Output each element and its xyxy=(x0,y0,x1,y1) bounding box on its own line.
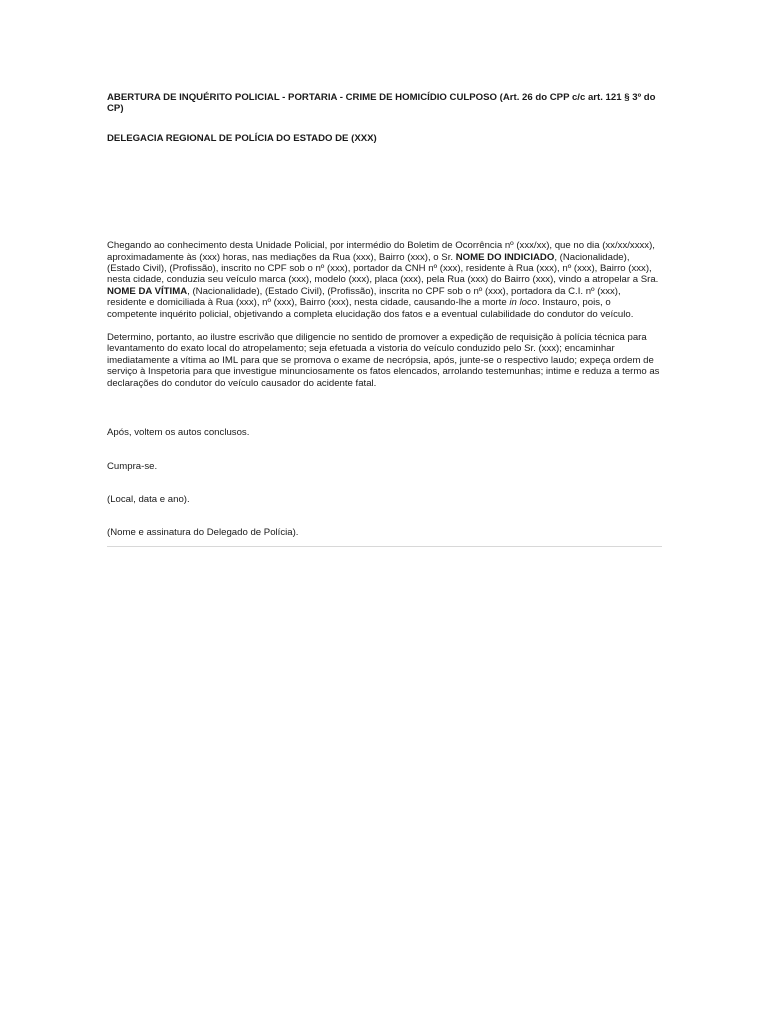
in-loco-text: in loco xyxy=(509,297,538,309)
paragraph-conclusion: Após, voltem os autos conclusos. xyxy=(107,427,250,439)
paragraph-opening-text-1: Chegando ao conhecimento desta Unidade Policial, por intermédio do Boletim de Ocorrência nº (xxx/xx), que no dia (xx/xx/xxxx), aproximadamente às (xxx) horas, nas mediações da Rua (xxx), Bairro (xxx), o Sr. xyxy=(107,240,655,263)
paragraph-opening-text-4: . Instauro, pois, o competente inquérito policial, objetivando a completa elucidação dos fatos e a eventual culabilidade do condutor do veículo. xyxy=(107,297,634,320)
document-subtitle: DELEGACIA REGIONAL DE POLÍCIA DO ESTADO DE (XXX) xyxy=(107,132,377,144)
suspect-name-placeholder: NOME DO INDICIADO xyxy=(455,251,555,263)
paragraph-location-date: (Local, data e ano). xyxy=(107,493,190,505)
paragraph-cumpra-se: Cumpra-se. xyxy=(107,460,158,472)
paragraph-signature: (Nome e assinatura do Delegado de Polícia). xyxy=(107,527,299,539)
paragraph-opening-text-2: , (Nacionalidade), (Estado Civil), (Profissão), inscrito no CPF sob o nº (xxx), portador da CNH nº (xxx), residente à Rua (xxx), nº (xxx), Bairro (xxx), nesta cidade, conduzia seu veículo marca (xxx), modelo (xxx), placa (xxx), pela Rua (xxx) do Bairro (xxx), vindo a atropelar a Sra. xyxy=(107,251,659,286)
bottom-divider xyxy=(107,546,662,547)
document-page xyxy=(107,92,662,539)
victim-name-placeholder: NOME DA VÍTIMA xyxy=(107,285,188,297)
document-title: ABERTURA DE INQUÉRITO POLICIAL - PORTARIA - CRIME DE HOMICÍDIO CULPOSO (Art. 26 do CPP c/c art. 121 § 3º do CP) xyxy=(107,92,656,115)
paragraph-determination: Determino, portanto, ao ilustre escrivão que diligencie no sentido de promover a expedição de requisição à polícia técnica para levantamento do exato local do atropelamento; seja efetuada a vistoria do veículo conduzido pelo Sr. (xxx); encaminhar imediatamente a vítima ao IML para que se promova o exame de necrópsia, após, junte-se o respectivo laudo; expeça ordem de serviço à Inspetoria para que investigue minunciosamente os fatos elencados, arrolando testemunhas; intime e reduza a termo as declarações do condutor do veículo causador do acidente fatal. xyxy=(107,332,660,389)
paragraph-opening-text-3: , (Nacionalidade), (Estado Civil), (Profissão), inscrita no CPF sob o nº (xxx), portadora da C.I. nº (xxx), residente e domiciliada à Rua (xxx), nº (xxx), Bairro (xxx), nesta cidade, causando-lhe a morte xyxy=(107,285,621,309)
paragraph-opening xyxy=(107,240,662,320)
